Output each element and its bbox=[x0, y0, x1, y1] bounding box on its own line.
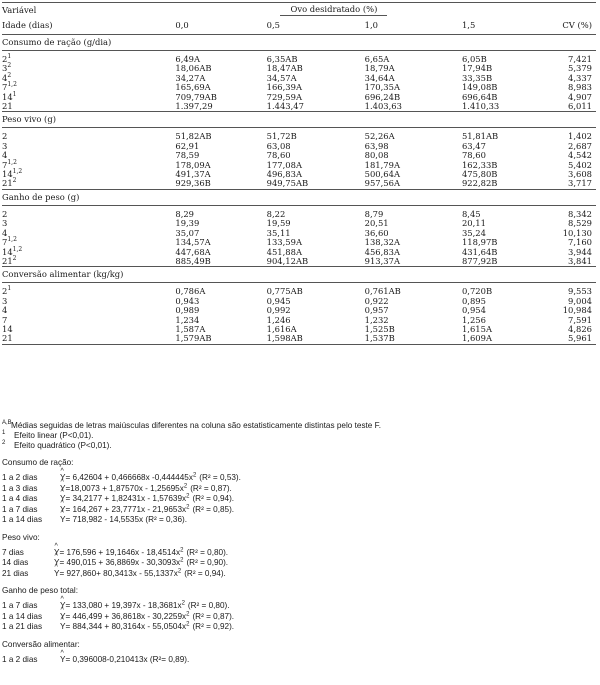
age-cell bbox=[2, 151, 129, 160]
value-cell: 877,92B bbox=[458, 257, 539, 267]
value-cell: 1,537B bbox=[361, 334, 458, 344]
y-hat-symbol: ^ Y bbox=[54, 548, 59, 559]
value-cell: 80,08 bbox=[364, 150, 389, 161]
value-cell: 949,75AB bbox=[263, 179, 361, 189]
value-cell: 431,64B bbox=[461, 246, 498, 257]
r-squared: (R² = 0,85). bbox=[192, 504, 235, 514]
cv-cell: 9,004 bbox=[568, 295, 592, 306]
r-squared: (R² = 0,94). bbox=[184, 568, 226, 578]
cv-cell: 4,907 bbox=[568, 91, 592, 102]
footnote: $^2$ Efeito quadrático (P<0,01). bbox=[2, 440, 112, 450]
value-cell: 1.443,47 bbox=[263, 102, 361, 112]
exponent: 2 bbox=[181, 600, 185, 607]
value-cell: 1.410,33 bbox=[458, 102, 539, 112]
header-row-1 bbox=[2, 3, 596, 17]
age-value: 3 bbox=[2, 218, 8, 229]
cv-cell: 7,591 bbox=[568, 314, 592, 325]
age-value: 4 bbox=[2, 72, 8, 83]
value-cell: 929,36B bbox=[129, 179, 262, 189]
value-cell: 52,26A bbox=[364, 131, 395, 142]
equation-group-title: Peso vivo: bbox=[2, 532, 40, 542]
equation-label: 1 a 14 dias bbox=[2, 611, 43, 621]
age-cell bbox=[2, 170, 129, 179]
equation-row bbox=[2, 515, 596, 526]
exponent: 2 bbox=[186, 503, 190, 510]
value-cell: 709,79AB bbox=[175, 91, 217, 102]
age-value: 3 bbox=[2, 140, 8, 151]
r-squared: (R² = 0,87). bbox=[192, 611, 235, 621]
effect-superscript: 1,2 bbox=[7, 81, 17, 89]
age-cell bbox=[2, 74, 129, 83]
age-cell bbox=[2, 257, 129, 267]
equation-group-title: Consumo de ração: bbox=[2, 458, 74, 467]
equation-row bbox=[2, 484, 596, 495]
cv-cell: 4,542 bbox=[568, 150, 592, 161]
value-cell: 177,08A bbox=[266, 159, 302, 170]
y-hat-symbol: ^ Y bbox=[54, 569, 59, 580]
value-cell: 1,579AB bbox=[129, 334, 262, 344]
equation-label: 14 dias bbox=[2, 558, 29, 567]
r-squared: (R² = 0,80). bbox=[187, 601, 230, 610]
level-header-0: 0,0 bbox=[129, 16, 262, 35]
value-cell: 0,775AB bbox=[266, 286, 303, 297]
effect-superscript: 1,2 bbox=[12, 168, 23, 176]
value-cell: 170,35A bbox=[364, 82, 400, 93]
value-cell: 0,957 bbox=[364, 305, 389, 316]
value-cell: 1,598AB bbox=[263, 334, 361, 344]
y-hat-symbol: ^ Y bbox=[60, 473, 65, 484]
regression-equations bbox=[2, 458, 596, 665]
value-cell: 913,37A bbox=[361, 257, 458, 267]
value-cell: 62,91 bbox=[175, 140, 200, 151]
table-row bbox=[2, 306, 596, 315]
footnote-text: Efeito quadrático (P<0,01). bbox=[14, 441, 112, 450]
age-cell bbox=[2, 102, 129, 112]
value-cell: 34,27A bbox=[175, 72, 206, 83]
value-cell: 162,33B bbox=[461, 159, 498, 170]
level-header-2: 1,0 bbox=[361, 16, 458, 35]
cv-cell: 4,826 bbox=[568, 323, 592, 334]
table-row bbox=[2, 132, 596, 141]
y-hat-symbol: ^ Y bbox=[60, 484, 65, 495]
cv-cell: 3,608 bbox=[568, 169, 592, 180]
value-cell: 8,45 bbox=[461, 208, 481, 219]
cv-cell: 4,337 bbox=[568, 72, 592, 83]
effect-superscript: 1,2 bbox=[12, 245, 23, 253]
equation-row bbox=[2, 655, 596, 666]
cv-cell: 10,984 bbox=[562, 305, 592, 316]
cv-header: CV (%) bbox=[539, 16, 597, 35]
value-cell: 166,39A bbox=[266, 82, 302, 93]
age-cell bbox=[2, 219, 129, 228]
value-cell: 178,09A bbox=[175, 159, 211, 170]
cv-cell: 8,983 bbox=[568, 82, 592, 93]
exponent: 2 bbox=[186, 610, 190, 617]
value-cell: 34,57A bbox=[266, 72, 297, 83]
equation-label: 1 a 14 dias bbox=[2, 515, 43, 524]
equation-text: = 884,344 + 80,3164x - 55,0504x bbox=[65, 622, 187, 631]
age-cell bbox=[2, 64, 129, 73]
y-hat-symbol: ^ Y bbox=[54, 558, 59, 569]
age-cell bbox=[2, 287, 129, 296]
table-row bbox=[2, 142, 596, 151]
value-cell: 904,12AB bbox=[263, 257, 361, 267]
exponent: 2 bbox=[192, 472, 197, 479]
value-cell: 18,79A bbox=[364, 63, 395, 74]
y-hat-symbol: ^ Y bbox=[60, 601, 65, 612]
age-value: 14 bbox=[2, 323, 13, 334]
equation-row bbox=[2, 494, 596, 505]
age-value: 14 bbox=[2, 169, 13, 180]
section-header-row bbox=[2, 267, 596, 283]
section-header-row bbox=[2, 112, 596, 128]
value-cell: 134,57A bbox=[175, 237, 211, 248]
equation-text: =18,0073 + 1,87570x - 1,25695x bbox=[65, 483, 184, 493]
value-cell: 20,51 bbox=[364, 218, 389, 229]
exponent: 2 bbox=[186, 493, 190, 500]
equation-row bbox=[2, 558, 596, 569]
table-row bbox=[2, 334, 596, 344]
value-cell: 1,525B bbox=[364, 323, 395, 334]
equation-text: = 446,499 + 36,8618x - 30,2259x bbox=[65, 611, 187, 621]
cv-cell: 8,342 bbox=[568, 208, 592, 219]
value-cell: 1,615A bbox=[461, 323, 492, 334]
value-cell: 1.397,29 bbox=[129, 102, 262, 112]
effect-superscript: 2 bbox=[7, 72, 12, 80]
equation-row bbox=[2, 569, 596, 580]
age-value: 7 bbox=[2, 159, 8, 170]
equation-text: = 164,267 + 23,7771x - 21,9653x bbox=[65, 504, 187, 514]
equation-label: 21 dias bbox=[2, 568, 29, 578]
value-cell: 0,989 bbox=[175, 305, 200, 316]
r-squared: (R² = 0,90). bbox=[186, 558, 229, 567]
age-value: 4 bbox=[2, 305, 8, 316]
table-row bbox=[2, 287, 596, 296]
value-cell: 451,88A bbox=[266, 246, 302, 257]
section-header-row bbox=[2, 189, 596, 205]
effect-superscript: 2 bbox=[12, 177, 17, 185]
age-cell bbox=[2, 142, 129, 151]
value-cell: 36,60 bbox=[364, 227, 389, 238]
value-cell: 6,49A bbox=[175, 54, 201, 64]
table-row bbox=[2, 219, 596, 228]
value-cell: 181,79A bbox=[364, 159, 400, 170]
value-cell: 19,59 bbox=[266, 218, 291, 229]
value-cell: 17,94B bbox=[461, 63, 493, 74]
value-cell: 8,29 bbox=[175, 208, 195, 219]
value-cell: 34,64A bbox=[364, 72, 395, 83]
age-value: 7 bbox=[2, 82, 8, 93]
effect-superscript: 1,2 bbox=[7, 158, 17, 166]
value-cell: 922,82B bbox=[458, 179, 539, 189]
section-title: Consumo de ração (g/dia) bbox=[2, 35, 596, 51]
value-cell: 456,83A bbox=[364, 246, 400, 257]
age-cell bbox=[2, 229, 129, 238]
age-cell bbox=[2, 210, 129, 219]
footnotes bbox=[2, 421, 596, 451]
age-value: 2 bbox=[2, 54, 8, 64]
age-value: 21 bbox=[2, 178, 13, 189]
equation-row bbox=[2, 622, 596, 633]
value-cell: 18,47AB bbox=[266, 63, 303, 74]
table-row bbox=[2, 102, 596, 112]
value-cell: 63,98 bbox=[364, 140, 389, 151]
variable-header: Variável bbox=[2, 3, 129, 17]
r-squared: (R² = 0,87). bbox=[190, 483, 232, 493]
value-cell: 78,60 bbox=[266, 150, 291, 161]
age-cell bbox=[2, 316, 129, 325]
effect-superscript: 1 bbox=[12, 90, 17, 98]
value-cell: 35,24 bbox=[461, 227, 486, 238]
value-cell: 0,943 bbox=[175, 295, 200, 306]
age-value: 21 bbox=[2, 255, 13, 266]
equation-row bbox=[2, 612, 596, 623]
equation-label: 1 a 2 dias bbox=[2, 473, 38, 482]
equation-row bbox=[2, 505, 596, 516]
cv-cell: 5,961 bbox=[539, 334, 597, 344]
table-row bbox=[2, 297, 596, 306]
equation-text: = 133,080 + 19,397x - 18,3681x bbox=[65, 601, 182, 610]
value-cell: 165,69A bbox=[175, 82, 211, 93]
value-cell: 6,35AB bbox=[266, 54, 298, 64]
age-value: 2 bbox=[2, 208, 8, 219]
header-row-2 bbox=[2, 16, 596, 35]
equation-row bbox=[2, 548, 596, 559]
value-cell: 1,232 bbox=[364, 314, 389, 325]
value-cell: 51,81AB bbox=[461, 131, 499, 142]
age-cell bbox=[2, 297, 129, 306]
age-value: 4 bbox=[2, 150, 8, 161]
cv-cell: 2,687 bbox=[568, 140, 592, 151]
effect-superscript: 2 bbox=[12, 255, 17, 263]
value-cell: 8,22 bbox=[266, 208, 286, 219]
value-cell: 33,35B bbox=[461, 72, 493, 83]
table-row bbox=[2, 257, 596, 267]
equation-text: = 927,860+ 80,3413x - 55,1337x bbox=[59, 568, 178, 578]
age-value: 3 bbox=[2, 295, 8, 306]
age-value: 7 bbox=[2, 237, 8, 248]
group-header: Ovo desidratado (%) bbox=[280, 3, 387, 16]
value-cell: 0,945 bbox=[266, 295, 291, 306]
level-header-1: 0,5 bbox=[263, 16, 361, 35]
value-cell: 51,72B bbox=[266, 131, 297, 142]
value-cell: 475,80B bbox=[461, 169, 498, 180]
value-cell: 138,32A bbox=[364, 237, 400, 248]
equation-label: 1 a 2 dias bbox=[2, 654, 38, 664]
value-cell: 0,786A bbox=[175, 286, 206, 297]
results-table bbox=[2, 2, 596, 345]
age-value: 21 bbox=[2, 333, 13, 344]
value-cell: 1,256 bbox=[461, 314, 486, 325]
y-hat-symbol: ^ Y bbox=[60, 505, 65, 516]
equation-text: = 6,42604 + 0,466668x -0,444445x bbox=[65, 473, 193, 482]
value-cell: 63,47 bbox=[461, 140, 486, 151]
table-row bbox=[2, 210, 596, 219]
age-cell bbox=[2, 179, 129, 189]
value-cell: 51,82AB bbox=[175, 131, 212, 142]
age-value: 21 bbox=[2, 101, 13, 112]
equation-row bbox=[2, 601, 596, 612]
value-cell: 696,24B bbox=[364, 91, 401, 102]
y-hat-symbol: ^ Y bbox=[60, 622, 65, 633]
cv-cell: 3,944 bbox=[568, 246, 592, 257]
equation-label: 1 a 7 dias bbox=[2, 504, 38, 514]
y-hat-symbol: ^ Y bbox=[60, 612, 65, 623]
r-squared: (R² = 0,53). bbox=[199, 473, 241, 482]
age-value: 14 bbox=[2, 91, 13, 102]
equation-group-title: Ganho de peso total: bbox=[2, 586, 79, 595]
value-cell: 0,954 bbox=[461, 305, 486, 316]
age-cell bbox=[2, 245, 129, 257]
effect-superscript: 1,2 bbox=[7, 236, 17, 244]
value-cell: 491,37A bbox=[175, 169, 211, 180]
cv-cell: 5,402 bbox=[568, 159, 592, 170]
value-cell: 1,246 bbox=[266, 314, 291, 325]
age-value: 14 bbox=[2, 246, 13, 257]
equation-label: 1 a 7 dias bbox=[2, 601, 38, 610]
exponent: 2 bbox=[180, 557, 184, 564]
age-value: 2 bbox=[2, 286, 8, 297]
cv-cell: 3,717 bbox=[539, 179, 597, 189]
value-cell: 500,64A bbox=[364, 169, 400, 180]
footnote-text: Efeito linear (P<0,01). bbox=[14, 431, 94, 440]
effect-superscript: 2 bbox=[7, 62, 12, 70]
cv-cell: 6,011 bbox=[539, 102, 597, 112]
exponent: 2 bbox=[177, 567, 182, 574]
cv-cell: 1,402 bbox=[568, 131, 592, 142]
r-squared: (R² = 0,94). bbox=[192, 494, 235, 503]
equation-group-title: Conversão alimentar: bbox=[2, 639, 80, 649]
results-table-body bbox=[2, 3, 596, 345]
cv-cell: 9,553 bbox=[568, 286, 592, 297]
value-cell: 18,06AB bbox=[175, 63, 212, 74]
age-value: 3 bbox=[2, 63, 8, 74]
exponent: 2 bbox=[183, 482, 188, 489]
cv-cell: 7,160 bbox=[568, 237, 592, 248]
value-cell: 0,992 bbox=[266, 305, 291, 316]
y-hat-symbol: ^ Y bbox=[60, 515, 65, 526]
value-cell: 447,68A bbox=[175, 246, 211, 257]
value-cell: 1,587A bbox=[175, 323, 206, 334]
value-cell: 0,922 bbox=[364, 295, 389, 306]
y-hat-symbol: ^ Y bbox=[60, 494, 65, 505]
value-cell: 0,720B bbox=[461, 286, 493, 297]
cv-cell: 8,529 bbox=[568, 218, 592, 229]
value-cell: 1,616A bbox=[266, 323, 297, 334]
section-header-row bbox=[2, 35, 596, 51]
age-cell bbox=[2, 325, 129, 334]
value-cell: 1,609A bbox=[458, 334, 539, 344]
r-squared: (R² = 0,80). bbox=[186, 547, 229, 557]
value-cell: 8,79 bbox=[364, 208, 384, 219]
value-cell: 729,59A bbox=[266, 91, 302, 102]
section-title: Ganho de peso (g) bbox=[2, 189, 596, 205]
value-cell: 0,761AB bbox=[364, 286, 401, 297]
age-cell bbox=[2, 334, 129, 344]
exponent: 2 bbox=[186, 621, 190, 628]
age-value: 7 bbox=[2, 314, 8, 325]
value-cell: 496,83A bbox=[266, 169, 302, 180]
value-cell: 885,49B bbox=[129, 257, 262, 267]
age-header: Idade (dias) bbox=[2, 16, 129, 35]
cv-cell: 10,130 bbox=[562, 227, 592, 238]
value-cell: 6,65A bbox=[364, 54, 390, 64]
age-cell bbox=[2, 90, 129, 102]
effect-superscript: 1 bbox=[7, 285, 12, 293]
equation-text: = 490,015 + 36,8869x - 30,3093x bbox=[59, 558, 181, 567]
notes-block bbox=[2, 421, 596, 665]
age-cell bbox=[2, 306, 129, 315]
footnote: $^1$ Efeito linear (P<0,01). bbox=[2, 430, 94, 440]
cv-cell: 7,421 bbox=[568, 54, 592, 64]
value-cell: 78,59 bbox=[175, 150, 200, 161]
table-row bbox=[2, 64, 596, 73]
age-cell bbox=[2, 132, 129, 141]
footnote: $^{A,B}$Médias seguidas de letras maiúsculas diferentes na coluna são estatisticamente distintas pelo teste F. bbox=[2, 420, 382, 430]
value-cell: 35,11 bbox=[266, 227, 291, 238]
age-cell bbox=[2, 55, 129, 64]
value-cell: 133,59A bbox=[266, 237, 302, 248]
value-cell: 19,39 bbox=[175, 218, 200, 229]
section-title: Conversão alimentar (kg/kg) bbox=[2, 267, 596, 283]
equation-text: = 176,596 + 19,1646x - 18,4514x bbox=[59, 547, 181, 557]
value-cell: 957,56A bbox=[361, 179, 458, 189]
table-row bbox=[2, 179, 596, 189]
value-cell: 1,234 bbox=[175, 314, 200, 325]
value-cell: 1.403,63 bbox=[361, 102, 458, 112]
age-value: 2 bbox=[2, 131, 8, 142]
value-cell: 20,11 bbox=[461, 218, 486, 229]
age-cell bbox=[2, 83, 129, 92]
value-cell: 35,07 bbox=[175, 227, 200, 238]
equation-text: = 34,2177 + 1,82431x - 1,57639x bbox=[65, 494, 187, 503]
value-cell: 696,64B bbox=[461, 91, 498, 102]
value-cell: 6,05B bbox=[461, 54, 487, 64]
equation-row bbox=[2, 473, 596, 484]
value-cell: 78,60 bbox=[461, 150, 486, 161]
effect-superscript: 1 bbox=[7, 53, 12, 61]
level-header-3: 1,5 bbox=[458, 16, 539, 35]
equation-label: 1 a 4 dias bbox=[2, 494, 38, 503]
equation-label: 1 a 21 dias bbox=[2, 622, 43, 631]
section-title: Peso vivo (g) bbox=[2, 112, 596, 128]
cv-cell: 3,841 bbox=[539, 257, 597, 267]
y-hat-symbol: ^ Y bbox=[60, 655, 65, 666]
equation-text: = 718,982 - 14,5535x (R² = 0,36). bbox=[65, 515, 187, 524]
cv-cell: 5,379 bbox=[568, 63, 592, 74]
value-cell: 63,08 bbox=[266, 140, 291, 151]
value-cell: 0,895 bbox=[461, 295, 486, 306]
equation-text: = 0,396008-0,210413x (R²= 0,89). bbox=[65, 654, 190, 664]
equation-label: 7 dias bbox=[2, 547, 24, 557]
footnote-text: Médias seguidas de letras maiúsculas diferentes na coluna são estatisticamente distintas pelo teste F. bbox=[11, 421, 382, 430]
exponent: 2 bbox=[180, 546, 184, 553]
r-squared: (R² = 0,92). bbox=[192, 622, 235, 631]
value-cell: 149,08B bbox=[461, 82, 498, 93]
value-cell: 118,97B bbox=[461, 237, 498, 248]
equation-label: 1 a 3 dias bbox=[2, 483, 38, 493]
age-value: 4 bbox=[2, 227, 8, 238]
table-row bbox=[2, 316, 596, 325]
